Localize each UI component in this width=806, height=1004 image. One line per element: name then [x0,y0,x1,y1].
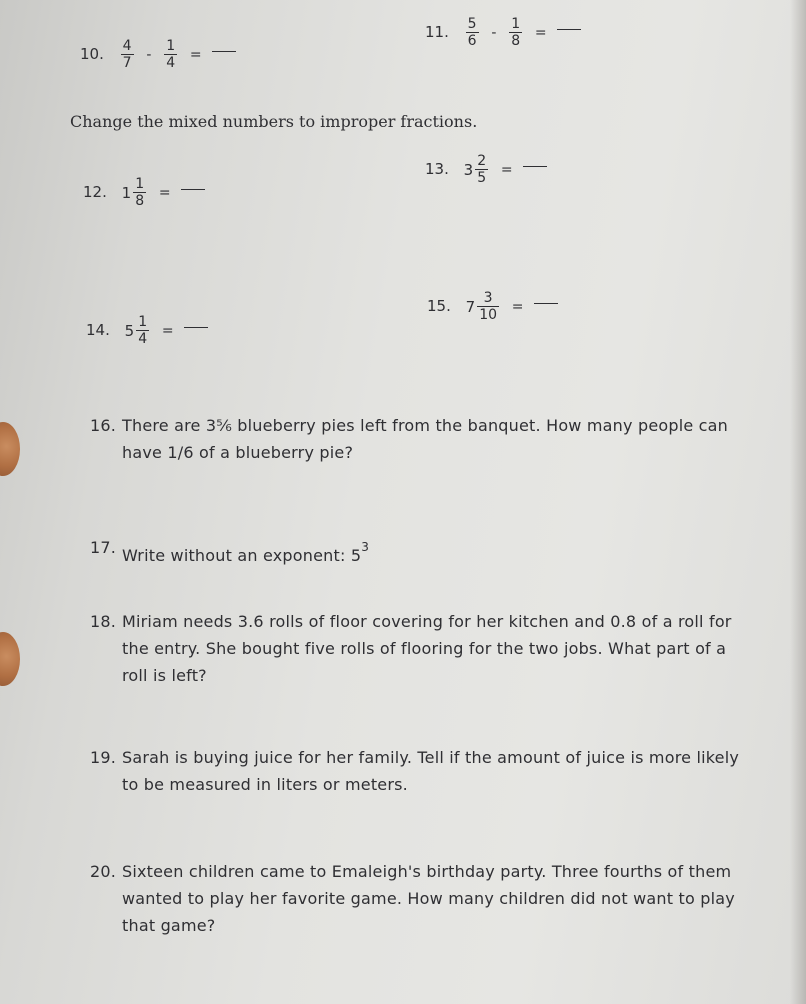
problem-text-line: that game? [122,916,216,935]
problem-16 [90,412,762,466]
operator: - [491,24,497,41]
problem-number: 13. [425,160,449,178]
whole-number: 3 [463,160,474,179]
equals-sign: = [189,46,202,63]
section-heading: Change the mixed numbers to improper fractions. [70,112,478,131]
problem-12 [83,176,205,209]
problem-15 [427,290,558,323]
problem-number: 10. [80,45,104,63]
exponent-power: 3 [361,540,370,554]
exponent-base: 5 [350,546,362,565]
operator: - [146,46,152,63]
problem-14 [86,314,208,347]
problem-number: 19. [90,748,117,767]
answer-blank[interactable] [184,327,208,328]
equals-sign: = [158,184,171,201]
equals-sign: = [161,322,174,339]
problem-number: 12. [83,183,107,201]
problem-text-line: Sarah is buying juice for her family. Tell if the amount of juice is more likely [122,748,740,767]
fraction: $\frac{1}{8}$ [135,176,145,209]
problem-text-line: have 1/6 of a blueberry pie? [122,443,354,462]
problem-20 [90,858,762,939]
answer-blank[interactable] [534,303,558,304]
problem-text-line: Miriam needs 3.6 rolls of floor covering for her kitchen and 0.8 of a roll for [122,612,732,631]
finger-top [0,422,20,476]
finger-bottom [0,632,20,686]
problem-11 [425,16,581,49]
page-shadow [790,0,806,1004]
problem-number: 14. [86,321,110,339]
answer-blank[interactable] [212,51,236,52]
problem-number: 15. [427,297,451,315]
problem-text-line: to be measured in liters or meters. [122,775,408,794]
problem-18 [90,608,762,689]
fraction: $\frac{2}{5}$ [477,153,487,186]
problem-number: 11. [425,23,449,41]
problem-text-line: Sixteen children came to Emaleigh's birthday party. Three fourths of them [122,862,732,881]
whole-number: 7 [465,297,476,316]
problem-number: 16. [90,416,117,435]
problem-17 [90,534,762,569]
problem-10 [80,38,236,71]
problem-text-line: There are 3⅚ blueberry pies left from the banquet. How many people can [122,416,729,435]
fraction-a: $\frac{4}{7}$ [122,38,132,71]
answer-blank[interactable] [181,189,205,190]
fraction: $\frac{3}{10}$ [479,290,498,323]
equals-sign: = [500,161,513,178]
problem-text-line: wanted to play her favorite game. How many children did not want to play [122,889,735,908]
fraction-b: $\frac{1}{4}$ [166,38,176,71]
problem-number: 18. [90,612,117,631]
problem-number: 20. [90,862,117,881]
problem-text-line: the entry. She bought five rolls of flooring for the two jobs. What part of a [122,639,727,658]
fraction-b: $\frac{1}{8}$ [511,16,521,49]
answer-blank[interactable] [523,166,547,167]
problem-13 [425,153,547,186]
whole-number: 1 [121,183,132,202]
fraction-a: $\frac{5}{6}$ [467,16,477,49]
answer-blank[interactable] [557,29,581,30]
equals-sign: = [534,24,547,41]
fraction: $\frac{1}{4}$ [138,314,148,347]
problem-text-line: roll is left? [122,666,207,685]
equals-sign: = [511,298,524,315]
problem-19 [90,744,762,798]
problem-number: 17. [90,538,117,557]
problem-text: Write without an exponent: [122,546,346,565]
whole-number: 5 [124,321,135,340]
